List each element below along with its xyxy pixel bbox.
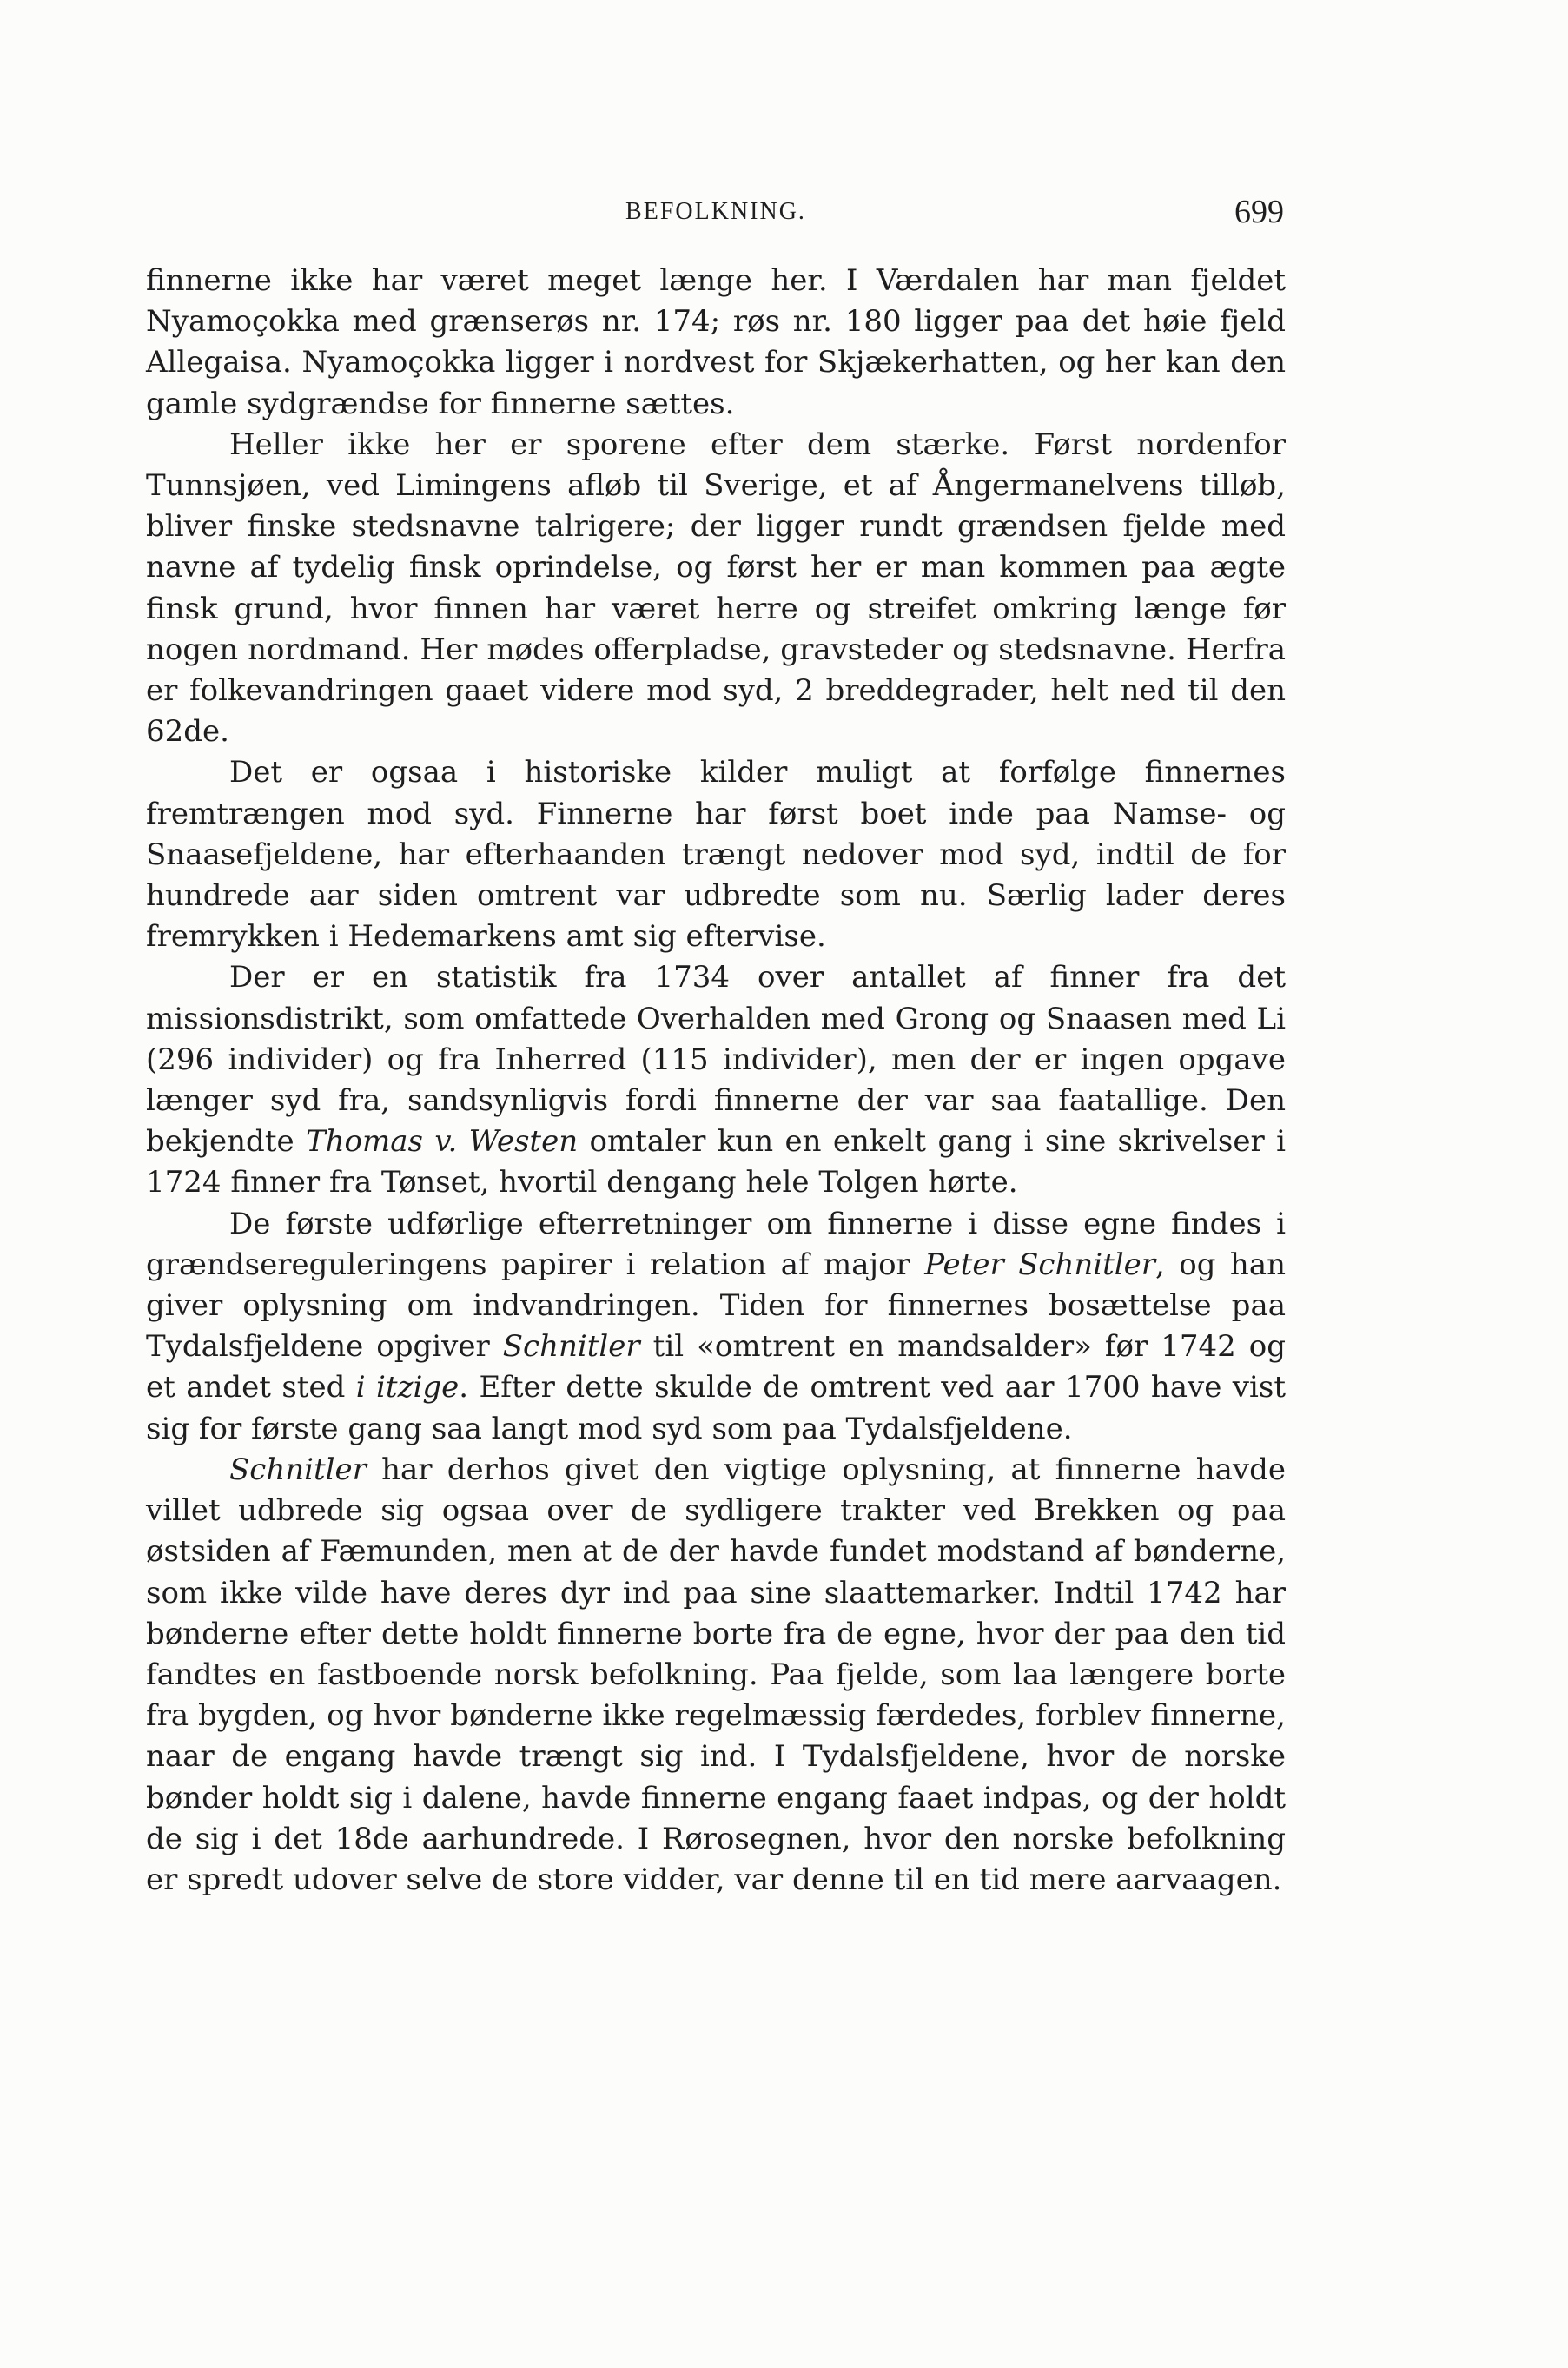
- page-header: [148, 189, 1284, 233]
- paragraph-3: [146, 752, 1286, 957]
- paragraph-text: omtaler kun en enkelt gang i sine skrivelser i 1724 finner fra Tønset, hvortil dengang hele Tolgen hørte.: [146, 1124, 1286, 1201]
- paragraph-text: til «omtrent en mandsalder» før 1742 og et andet sted: [146, 1329, 1286, 1406]
- italic-name: Peter Schnitler: [924, 1247, 1156, 1282]
- paragraph-6: [146, 1450, 1286, 1901]
- paragraph-text: Der er en statistik fra 1734 over antallet af finner fra det missionsdistrikt, som omfattede Overhalden med Grong og Snaasen med Li (296 individer) og fra Inherred (115 individer), men der er ingen opgave længer syd fra, sandsynligvis fordi finnerne der var saa faatallige. Den bekjendte: [146, 960, 1286, 1160]
- paragraph-text: . Efter dette skulde de omtrent ved aar 1700 have vist sig for første gang saa langt mod syd som paa Tydalsfjeldene.: [146, 1370, 1286, 1446]
- paragraph-text: Det er ogsaa i historiske kilder muligt at forfølge finnernes fremtrængen mod syd. Finnerne har først boet inde paa Namse- og Snaasefjeldene, har efterhaanden trængt nedover mod syd, indtil de for hundrede aar siden omtrent var udbredte som nu. Særlig lader deres fremrykken i Hedemarkens amt sig eftervise.: [146, 755, 1286, 955]
- italic-name: Schnitler: [502, 1329, 640, 1365]
- paragraph-5: [146, 1204, 1286, 1450]
- italic-name: Schnitler: [229, 1452, 367, 1487]
- paragraph-text: har derhos givet den vigtige oplysning, at finnerne havde villet udbrede sig ogsaa over de sydligere trakter ved Brekken og paa østsiden af Fæmunden, men at de der havde fundet modstand af bønderne, som ikke vilde have deres dyr ind paa sine slaattemarker. Indtil 1742 har bønderne efter dette holdt finnerne borte fra de egne, hvor der paa den tid fandtes en fastboende norsk befolkning. Paa fjelde, som laa længere borte fra bygden, og hvor bønderne ikke regelmæssig færdedes, forblev finnerne, naar de engang havde trængt sig ind. I Tydalsfjeldene, hvor de norske bønder holdt sig i dalene, havde finnerne engang faaet indpas, og der holdt de sig i det 18de aarhundrede. I Rørosegnen, hvor den norske befolkning er spredt udover selve de store vidder, var denne til en tid mere aarvaagen.: [146, 1452, 1286, 1897]
- paragraph-text: finnerne ikke har været meget længe her. I Værdalen har man fjeldet Nyamoçokka med grænserøs nr. 174; røs nr. 180 ligger paa det høie fjeld Allegaisa. Nyamoçokka ligger i nordvest for Skjækerhatten, og her kan den gamle sydgrændse for finnerne sættes.: [146, 263, 1286, 421]
- page-number: 699: [1234, 194, 1284, 230]
- paragraph-2: [146, 425, 1286, 753]
- paragraph-text: De første udførlige efterretninger om finnerne i disse egne findes i grændsereguleringens papirer i relation af major: [146, 1206, 1286, 1282]
- paragraph-4: [146, 957, 1286, 1203]
- paragraph-1: [146, 261, 1286, 425]
- italic-name: Thomas v. Westen: [305, 1124, 579, 1160]
- paragraph-text: , og han giver oplysning om indvandringen. Tiden for finnernes bosættelse paa Tydalsfjeldene opgiver: [146, 1247, 1286, 1365]
- paragraph-text: Heller ikke her er sporene efter dem stærke. Først nordenfor Tunnsjøen, ved Limingens afløb til Sverige, et af Ångermanelvens tilløb, bliver finske stedsnavne talrigere; der ligger rundt grændsen fjelde med navne af tydelig finsk oprindelse, og først her er man kommen paa ægte finsk grund, hvor finnen har været herre og streifet omkring længe før nogen nordmand. Her mødes offerpladse, gravsteder og stedsnavne. Herfra er folkevandringen gaaet videre mod syd, 2 breddegrader, helt ned til den 62de.: [146, 427, 1286, 750]
- italic-phrase: i itzige: [355, 1370, 460, 1406]
- body-text: [146, 261, 1286, 1901]
- running-title: BEFOLKNING.: [625, 198, 806, 225]
